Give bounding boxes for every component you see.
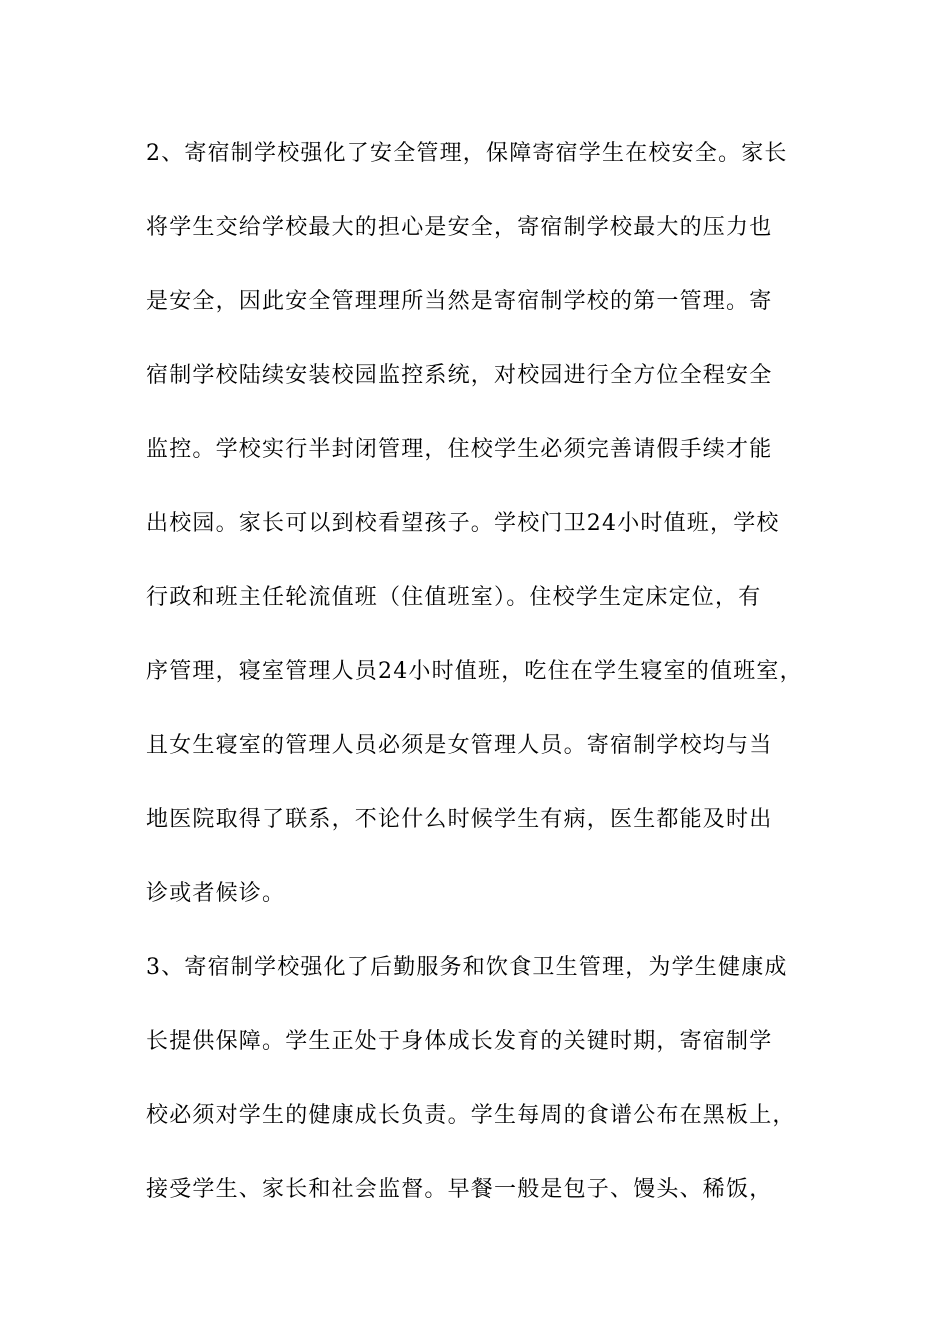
text-line: 出校园。家长可以到校看望孩子。学校门卫24小时值班，学校 [146,511,780,536]
text-line: 且女生寝室的管理人员必须是女管理人员。寄宿制学校均与当 [146,733,773,758]
text-line: 是安全，因此安全管理理所当然是寄宿制学校的第一管理。寄 [146,289,773,314]
text-line: 校必须对学生的健康成长负责。学生每周的食谱公布在黑板上， [146,1103,796,1128]
text-line: 接受学生、家长和社会监督。早餐一般是包子、馒头、稀饭， [146,1177,773,1202]
document-body [146,132,816,1242]
text-line: 长提供保障。学生正处于身体成长发育的关键时期，寄宿制学 [146,1029,773,1054]
text-line: 监控。学校实行半封闭管理，住校学生必须完善请假手续才能 [146,437,773,462]
text-line: 行政和班主任轮流值班（住值班室）。住校学生定床定位，有 [146,585,762,610]
text-line: 宿制学校陆续安装校园监控系统，对校园进行全方位全程安全 [146,363,773,388]
text-line: 地医院取得了联系，不论什么时候学生有病，医生都能及时出 [146,807,773,832]
text-line: 将学生交给学校最大的担心是安全，寄宿制学校最大的压力也 [146,215,773,240]
text-line: 诊或者候诊。 [146,881,286,906]
text-line: 3、寄宿制学校强化了后勤服务和饮食卫生管理，为学生健康成 [146,955,788,980]
text-line: 序管理，寝室管理人员24小时值班，吃住在学生寝室的值班室， [146,659,803,684]
text-line: 2、寄宿制学校强化了安全管理，保障寄宿学生在校安全。家长 [146,141,788,166]
